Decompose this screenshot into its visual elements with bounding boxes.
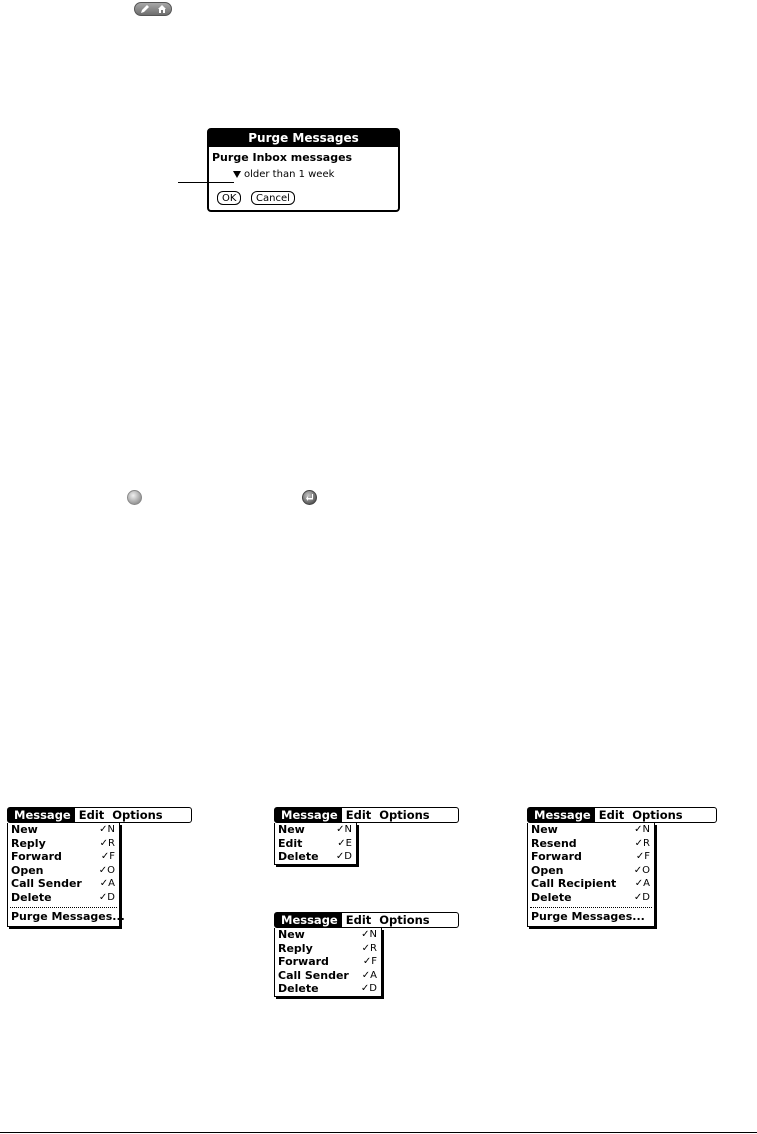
menu-item-forward[interactable]: Forward ✓F [278, 955, 377, 968]
menu-options[interactable]: Options [379, 913, 430, 927]
menu-item-open[interactable]: Open ✓O [531, 863, 650, 877]
stylus-icon [140, 4, 150, 14]
menu-item-edit[interactable]: Edit ✓E [278, 836, 352, 850]
menu-options[interactable]: Options [112, 808, 163, 822]
menu-item-resend[interactable]: Resend ✓R [531, 836, 650, 850]
menu-edit[interactable]: Edit [78, 808, 105, 822]
footer-rule [0, 1132, 757, 1133]
message-dropdown [274, 928, 382, 997]
menu-message[interactable]: Message [277, 913, 342, 927]
purge-age-picker[interactable] [233, 169, 334, 180]
picker-triangle-icon [233, 171, 241, 178]
menu-options[interactable]: Options [632, 808, 683, 822]
menu-edit[interactable]: Edit [345, 808, 372, 822]
menu-item-reply[interactable]: Reply ✓R [11, 836, 115, 850]
menu-separator [530, 907, 652, 908]
menu-edit[interactable]: Edit [345, 913, 372, 927]
callout-line [178, 182, 234, 183]
picker-value: older than 1 week [244, 169, 335, 180]
menu-edit[interactable]: Edit [598, 808, 625, 822]
menu-item-new[interactable]: New ✓N [531, 823, 650, 836]
menu-item-open[interactable]: Open ✓O [11, 863, 115, 877]
menu-item-purge-messages[interactable]: Purge Messages... [11, 910, 125, 923]
menu-item-delete[interactable]: Delete ✓D [278, 850, 352, 863]
menu-item-delete[interactable]: Delete ✓D [531, 890, 650, 904]
purge-messages-dialog [207, 128, 400, 212]
menu-item-new[interactable]: New ✓N [278, 928, 377, 941]
dialog-heading: Purge Inbox messages [212, 151, 353, 164]
menu-options[interactable]: Options [379, 808, 430, 822]
menu-item-call-recipient[interactable]: Call Recipient ✓A [531, 877, 650, 890]
menu-separator [10, 907, 117, 908]
gray-round-icon [127, 490, 142, 505]
menu-item-delete[interactable]: Delete ✓D [278, 982, 377, 995]
menu-item-new[interactable]: New ✓N [278, 823, 352, 836]
menu-bar [7, 807, 192, 823]
menu-command-button[interactable] [134, 2, 172, 16]
menu-bar [527, 807, 717, 823]
dialog-title: Purge Messages [209, 130, 398, 147]
menu-item-reply[interactable]: Reply ✓R [278, 941, 377, 955]
menu-item-forward[interactable]: Forward ✓F [11, 850, 115, 863]
home-icon [157, 4, 167, 14]
menu-item-forward[interactable]: Forward ✓F [531, 850, 650, 863]
enter-arrow-icon [305, 493, 314, 502]
menu-item-purge-messages[interactable]: Purge Messages... [531, 910, 645, 923]
menu-message[interactable]: Message [277, 808, 342, 822]
cancel-button[interactable]: Cancel [251, 191, 295, 205]
menu-bar [274, 807, 459, 823]
menu-item-new[interactable]: New ✓N [11, 823, 115, 836]
menu-item-call-sender[interactable]: Call Sender ✓A [11, 877, 115, 890]
enter-round-icon [302, 490, 317, 505]
menu-item-call-sender[interactable]: Call Sender ✓A [278, 968, 377, 982]
ok-button[interactable]: OK [217, 191, 241, 205]
menu-message[interactable]: Message [10, 808, 75, 822]
message-dropdown [527, 823, 655, 927]
menu-bar [274, 912, 459, 928]
menu-message[interactable]: Message [530, 808, 595, 822]
message-dropdown [274, 823, 357, 865]
message-dropdown [7, 823, 125, 927]
menu-item-delete[interactable]: Delete ✓D [11, 890, 115, 904]
